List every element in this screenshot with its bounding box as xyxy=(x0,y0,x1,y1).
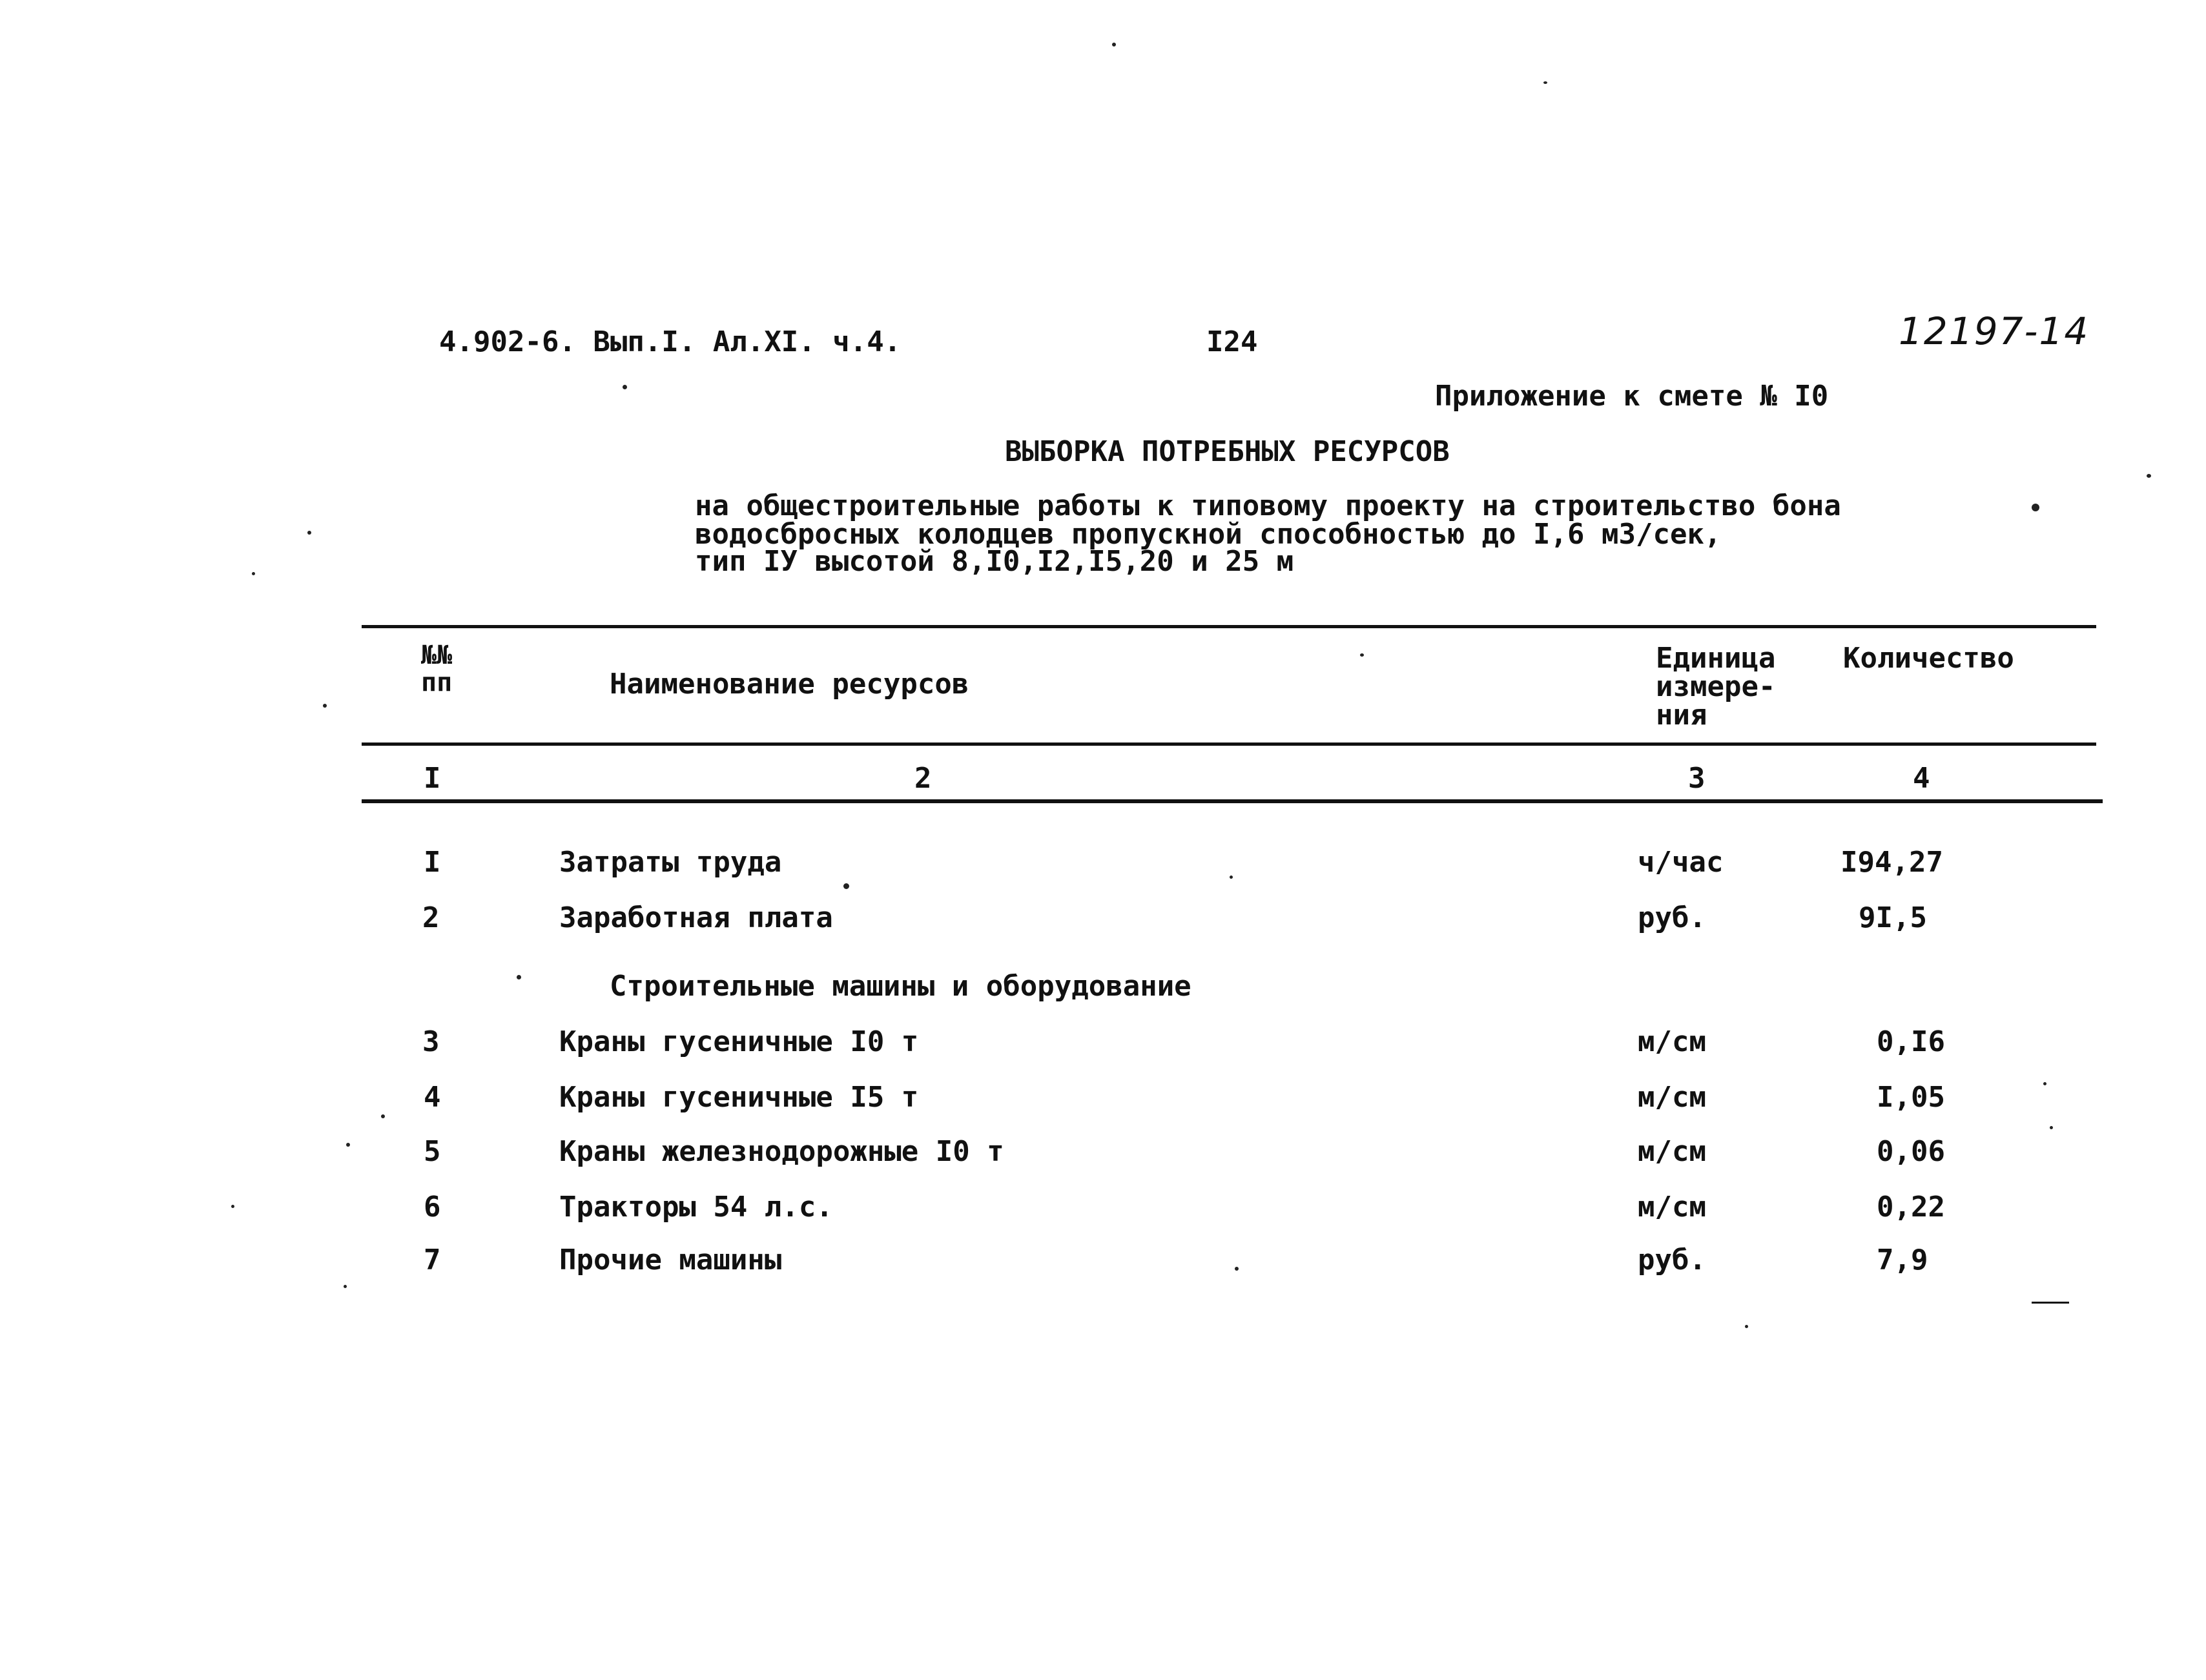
colnum-bottom-rule xyxy=(362,799,2103,803)
row-6-unit: м/см xyxy=(1638,1191,1706,1224)
scan-speck xyxy=(323,704,327,708)
scan-speck xyxy=(1230,876,1233,879)
row-4-qty: I,05 xyxy=(1877,1081,1945,1114)
row-7-qty: 7,9 xyxy=(1877,1244,1928,1276)
page-number: I24 xyxy=(1206,325,1258,358)
subtitle-line-3: тип IУ высотой 8,I0,I2,I5,20 и 25 м xyxy=(695,545,1294,578)
row-1-num: I xyxy=(424,846,441,879)
row-4-num: 4 xyxy=(424,1081,441,1114)
scan-speck xyxy=(623,385,627,389)
scan-speck xyxy=(2147,474,2151,478)
row-3-unit: м/см xyxy=(1638,1025,1706,1058)
scan-speck xyxy=(231,1205,234,1208)
header-num: №№ пп xyxy=(421,640,453,697)
scan-speck xyxy=(381,1114,385,1118)
scan-speck xyxy=(1745,1325,1748,1328)
header-unit: Единица измере- ния xyxy=(1656,642,1776,732)
handwritten-code: 12197-14 xyxy=(1899,309,2090,353)
column-number-3: 3 xyxy=(1688,762,1706,795)
header-qty: Количество xyxy=(1843,642,2014,675)
row-3-qty: 0,I6 xyxy=(1877,1025,1945,1058)
row-4-name: Краны гусеничные I5 т xyxy=(559,1081,919,1114)
row-5-num: 5 xyxy=(424,1135,441,1168)
column-number-2: 2 xyxy=(914,762,932,795)
row-2-name: Заработная плата xyxy=(559,901,833,934)
column-number-1: I xyxy=(424,762,441,795)
scan-speck xyxy=(344,1285,347,1288)
scan-dash xyxy=(2032,1302,2069,1304)
row-5-unit: м/см xyxy=(1638,1135,1706,1168)
row-5-qty: 0,06 xyxy=(1877,1135,1945,1168)
scan-speck xyxy=(346,1143,350,1147)
scan-speck xyxy=(1543,81,1547,84)
row-1-qty: I94,27 xyxy=(1840,846,1943,879)
scan-speck xyxy=(2043,1082,2046,1085)
document-title: ВЫБОРКА ПОТРЕБНЫХ РЕСУРСОВ xyxy=(1005,435,1450,468)
scan-speck xyxy=(517,975,521,979)
header-bottom-rule xyxy=(362,743,2096,746)
subtitle-line-2: водосбросных колодцев пропускной способностью до I,6 м3/сек, xyxy=(695,518,1722,551)
section-title: Строительные машины и оборудование xyxy=(610,970,1191,1003)
scan-speck xyxy=(843,883,849,889)
table-top-rule xyxy=(362,625,2096,628)
row-6-name: Тракторы 54 л.с. xyxy=(559,1191,833,1224)
row-4-unit: м/см xyxy=(1638,1081,1706,1114)
row-5-name: Краны железнодорожные I0 т xyxy=(559,1135,1004,1168)
row-2-unit: руб. xyxy=(1638,901,1706,934)
row-2-qty: 9I,5 xyxy=(1859,901,1927,934)
column-number-4: 4 xyxy=(1913,762,1930,795)
row-1-unit: ч/час xyxy=(1638,846,1724,879)
scan-speck xyxy=(1235,1267,1239,1271)
scan-speck xyxy=(307,531,311,535)
scan-speck xyxy=(252,572,255,575)
subtitle-line-1: на общестроительные работы к типовому проекту на строительство бона xyxy=(695,489,1841,522)
row-7-num: 7 xyxy=(424,1244,441,1276)
row-2-num: 2 xyxy=(422,901,440,934)
scan-speck xyxy=(2032,504,2039,511)
row-6-num: 6 xyxy=(424,1191,441,1224)
row-7-name: Прочие машины xyxy=(559,1244,782,1276)
row-6-qty: 0,22 xyxy=(1877,1191,1945,1224)
document-code: 4.902-6. Вып.I. Ал.XI. ч.4. xyxy=(439,325,902,358)
row-7-unit: руб. xyxy=(1638,1244,1706,1276)
header-name: Наименование ресурсов xyxy=(610,668,969,701)
row-1-name: Затраты труда xyxy=(559,846,782,879)
row-3-name: Краны гусеничные I0 т xyxy=(559,1025,919,1058)
appendix-label: Приложение к смете № I0 xyxy=(1435,380,1829,413)
scan-speck xyxy=(2050,1126,2053,1129)
scan-speck xyxy=(1112,43,1116,46)
row-3-num: 3 xyxy=(422,1025,440,1058)
scan-speck xyxy=(1360,653,1364,657)
